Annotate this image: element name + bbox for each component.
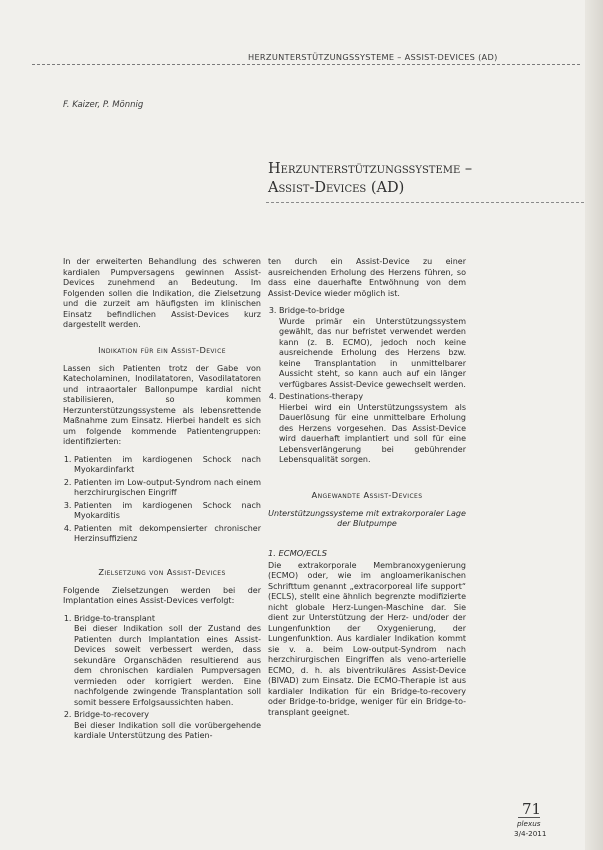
goals-list-continued (268, 306, 466, 466)
devices-subtitle: Unterstützungssysteme mit extrakorporaler Lage der Blutpumpe (268, 508, 466, 528)
goals-item-text: Bei dieser Indikation soll die vorübergehende kardiale Unterstützung des Patien- (74, 720, 261, 740)
right-column (268, 257, 466, 725)
page-number: 71 (522, 800, 542, 818)
section-heading-goals: Zielsetzung von Assist-Devices (98, 566, 226, 577)
goals-item (74, 710, 261, 742)
indication-item: 3. Patienten im kardiogenen Schock nach Myokarditis (74, 501, 261, 522)
running-head: HERZUNTERSTÜTZUNGSSYSTEME – ASSIST-DEVICES (AD) (248, 52, 498, 62)
indication-paragraph: Lassen sich Patienten trotz der Gabe von Katecholaminen, Inodilatatoren, Vasodilatatoren und intraaortaler Ballonpumpe kardial nicht stabilisieren, so kommen Herzunterstützungssysteme als lebensrettende Maßnahme zum Einsatz. Hierbei handelt es sich um folgende kommende Patientengruppen: identifizierten: (63, 363, 261, 446)
page-edge-shadow (585, 0, 603, 850)
goals-item-title: 1. Bridge-to-transplant (74, 613, 156, 623)
section-heading-indication: Indikation für ein Assist-Device (98, 344, 226, 355)
article-authors: F. Kaizer, P. Mönnig (63, 100, 144, 110)
goals-item-text: Hierbei wird ein Unterstützungssystem als Dauerlösung für eine unmittelbare Erholung des Herzens vorgesehen. Das Assist-Device wird dauerhaft implantiert und soll für eine Lebensverlängerung bei gebührender Lebensqualität sorgen. (279, 402, 466, 464)
journal-name: plexus (517, 819, 541, 828)
goals-item-title: 3. Bridge-to-bridge (279, 306, 345, 315)
article-title-line-1: Herzunterstützungssysteme – (268, 161, 473, 177)
article-title-line-2: Assist-Devices (AD) (268, 180, 405, 196)
journal-issue: 3/4-2011 (514, 829, 547, 838)
goals-item (279, 306, 466, 390)
indication-item: 2. Patienten im Low-output-Syndrom nach einem herzchirurgischen Eingriff (74, 478, 261, 499)
indication-item: 1. Patienten im kardiogenen Schock nach Myokardinfarkt (74, 455, 261, 476)
goals-item-text: Bei dieser Indikation soll der Zustand des Patienten durch Implantation eines Assist-Devices soweit verbessert werden, dass sekundäre Organschäden resultierend aus dem chronischen kardialen Pumpversagen vermieden oder korrigiert werden. Eine nachfolgende zwingende Transplantation soll somit bessere Erfolgsaussichten haben. (74, 624, 261, 707)
continuation-paragraph: ten durch ein Assist-Device zu einer ausreichenden Erholung des Herzens führen, so dass eine dauerhafte Entwöhnung von dem Assist-Device wieder möglich ist. (268, 257, 466, 298)
left-column (63, 257, 261, 744)
indication-list (63, 455, 261, 545)
goals-paragraph: Folgende Zielsetzungen werden bei der Implantation eines Assist-Devices verfolgt: (63, 585, 261, 605)
title-rule (266, 202, 584, 203)
header-rule (32, 64, 580, 65)
intro-paragraph: In der erweiterten Behandlung des schweren kardialen Pumpversagens gewinnen Assist-Devices zunehmend an Bedeutung. Im Folgenden sollen die Indikation, die Zielsetzung und die zurzeit am häufigsten im klinischen Einsatz befindlichen Assist-Devices kurz dargestellt werden. (63, 257, 261, 329)
goals-item-title: 4. Destinations-therapy (279, 392, 364, 401)
goals-item-title: 2. Bridge-to-recovery (74, 710, 150, 719)
goals-list (63, 614, 261, 742)
article-title (268, 160, 568, 198)
section-heading-devices: Angewandte Assist-Devices (311, 489, 423, 500)
goals-item (74, 614, 261, 709)
goals-item (279, 392, 466, 466)
page-number-rule (518, 817, 540, 818)
ecmo-heading: 1. ECMO/ECLS (268, 547, 327, 558)
ecmo-paragraph: Die extrakorporale Membranoxygenierung (ECMO) oder, wie im angloamerikanischen Schrifttum genannt „extracorporeal life support“ (ECLS), stellt eine ähnlich begrenzte modifizierte nicht globale Herz-Lungen-Maschine dar. Sie dient zur Unterstützung der Herz- und/oder der Lungenfunktion der Oxygenierung, der Lungenfunktion. Aus kardialer Indikation kommt sie v. a. beim Low-output-Syndrom nach herzchirurgischen Eingriffen als veno-arterielle ECMO, d. h. als biventrikuläres Assist-Device (BIVAD) zum Einsatz. Die ECMO-Therapie ist aus kardialer Indikation für ein Bridge-to-recovery oder Bridge-to-bridge, weniger für ein Bridge-to-transplant geeignet. (268, 560, 466, 717)
indication-item: 4. Patienten mit dekompensierter chronischer Herzinsuffizienz (74, 524, 261, 545)
goals-item-text: Wurde primär ein Unterstützungssystem gewählt, das nur befristet verwendet werden kann (z. B. ECMO), jedoch noch keine ausreichende Erholung des Herzens bzw. keine Transplantation in unmittelbarer Aussicht steht, so kann auch auf ein länger verfügbares Assist-Device gewechselt werden. (279, 316, 466, 389)
